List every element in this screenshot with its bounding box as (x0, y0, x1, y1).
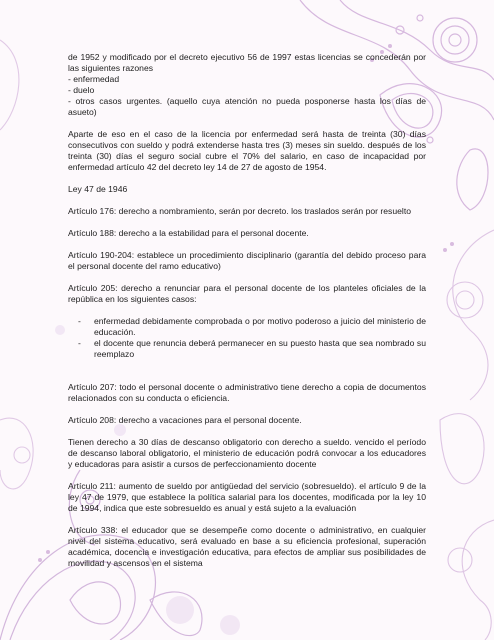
reason-item: - duelo (68, 85, 95, 95)
article-176: Artículo 176: derecho a nombramiento, serán por decreto. los traslados serán por resuelto (68, 206, 411, 216)
article-205-cases (68, 316, 426, 360)
article-208: Artículo 208: derecho a vacaciones para el personal docente. (68, 415, 302, 425)
law-heading: Ley 47 de 1946 (68, 184, 128, 194)
paragraph-sick-leave: Aparte de eso en el caso de la licencia por enfermedad será hasta de treinta (30) días consecutivos con sueldo y podrá extenderse hasta tres (3) meses sin sueldo. después de los treinta (30) días el seguro social cubre el 70% del salario, en caso de incapacidad por enfermedad artículo 42 del decreto ley 14 de 27 de agosto de 1954. (68, 129, 426, 172)
article-211: Artículo 211: aumento de sueldo por antigüedad del servicio (sobresueldo). el artículo 9 de la ley 47 de 1979, que establece la política salarial para los docentes, modificada por la ley 10 de 1994, indica que este sobresueldo es anual y está sujeto a la evaluación (68, 481, 426, 513)
article-205: Artículo 205: derecho a renunciar para el personal docente de los planteles oficiales de la república en los siguientes casos: (68, 283, 426, 304)
list-item: - enfermedad debidamente comprobada o por motivo poderoso a juicio del ministerio de educación. (78, 316, 426, 338)
article-207: Artículo 207: todo el personal docente o administrativo tiene derecho a copia de documentos relacionados con su conducta o eficiencia. (68, 382, 426, 403)
paragraph-vacation: Tienen derecho a 30 días de descanso obligatorio con derecho a sueldo. vencido el período de descanso laboral obligatorio, el ministerio de educación podrá convocar a los educadores y educadoras para asistir a cursos de perfeccionamiento docente (68, 437, 426, 469)
list-item: - el docente que renuncia deberá permanecer en su puesto hasta que sea nombrado su reemplazo (78, 338, 426, 360)
article-188: Artículo 188: derecho a la estabilidad para el personal docente. (68, 228, 309, 238)
document-body (68, 52, 426, 580)
reason-item: - otros casos urgentes. (aquello cuya atención no pueda posponerse hasta los días de asueto) (68, 96, 426, 117)
article-190: Artículo 190-204: establece un procedimiento disciplinario (garantía del debido proceso para el personal docente del ramo educativo) (68, 250, 426, 271)
reason-item: - enfermedad (68, 74, 120, 84)
intro-line: de 1952 y modificado por el decreto ejecutivo 56 de 1997 estas licencias se concederán por las siguientes razones (68, 52, 426, 73)
article-338: Artículo 338: el educador que se desempeñe como docente o administrativo, en cualquier nivel del sistema educativo, será evaluado en base a su eficiencia profesional, superación académica, docencia e investigación educativa, para efectos de ampliar sus posibilidades de movilidad y ascensos en el sistema (68, 525, 426, 568)
